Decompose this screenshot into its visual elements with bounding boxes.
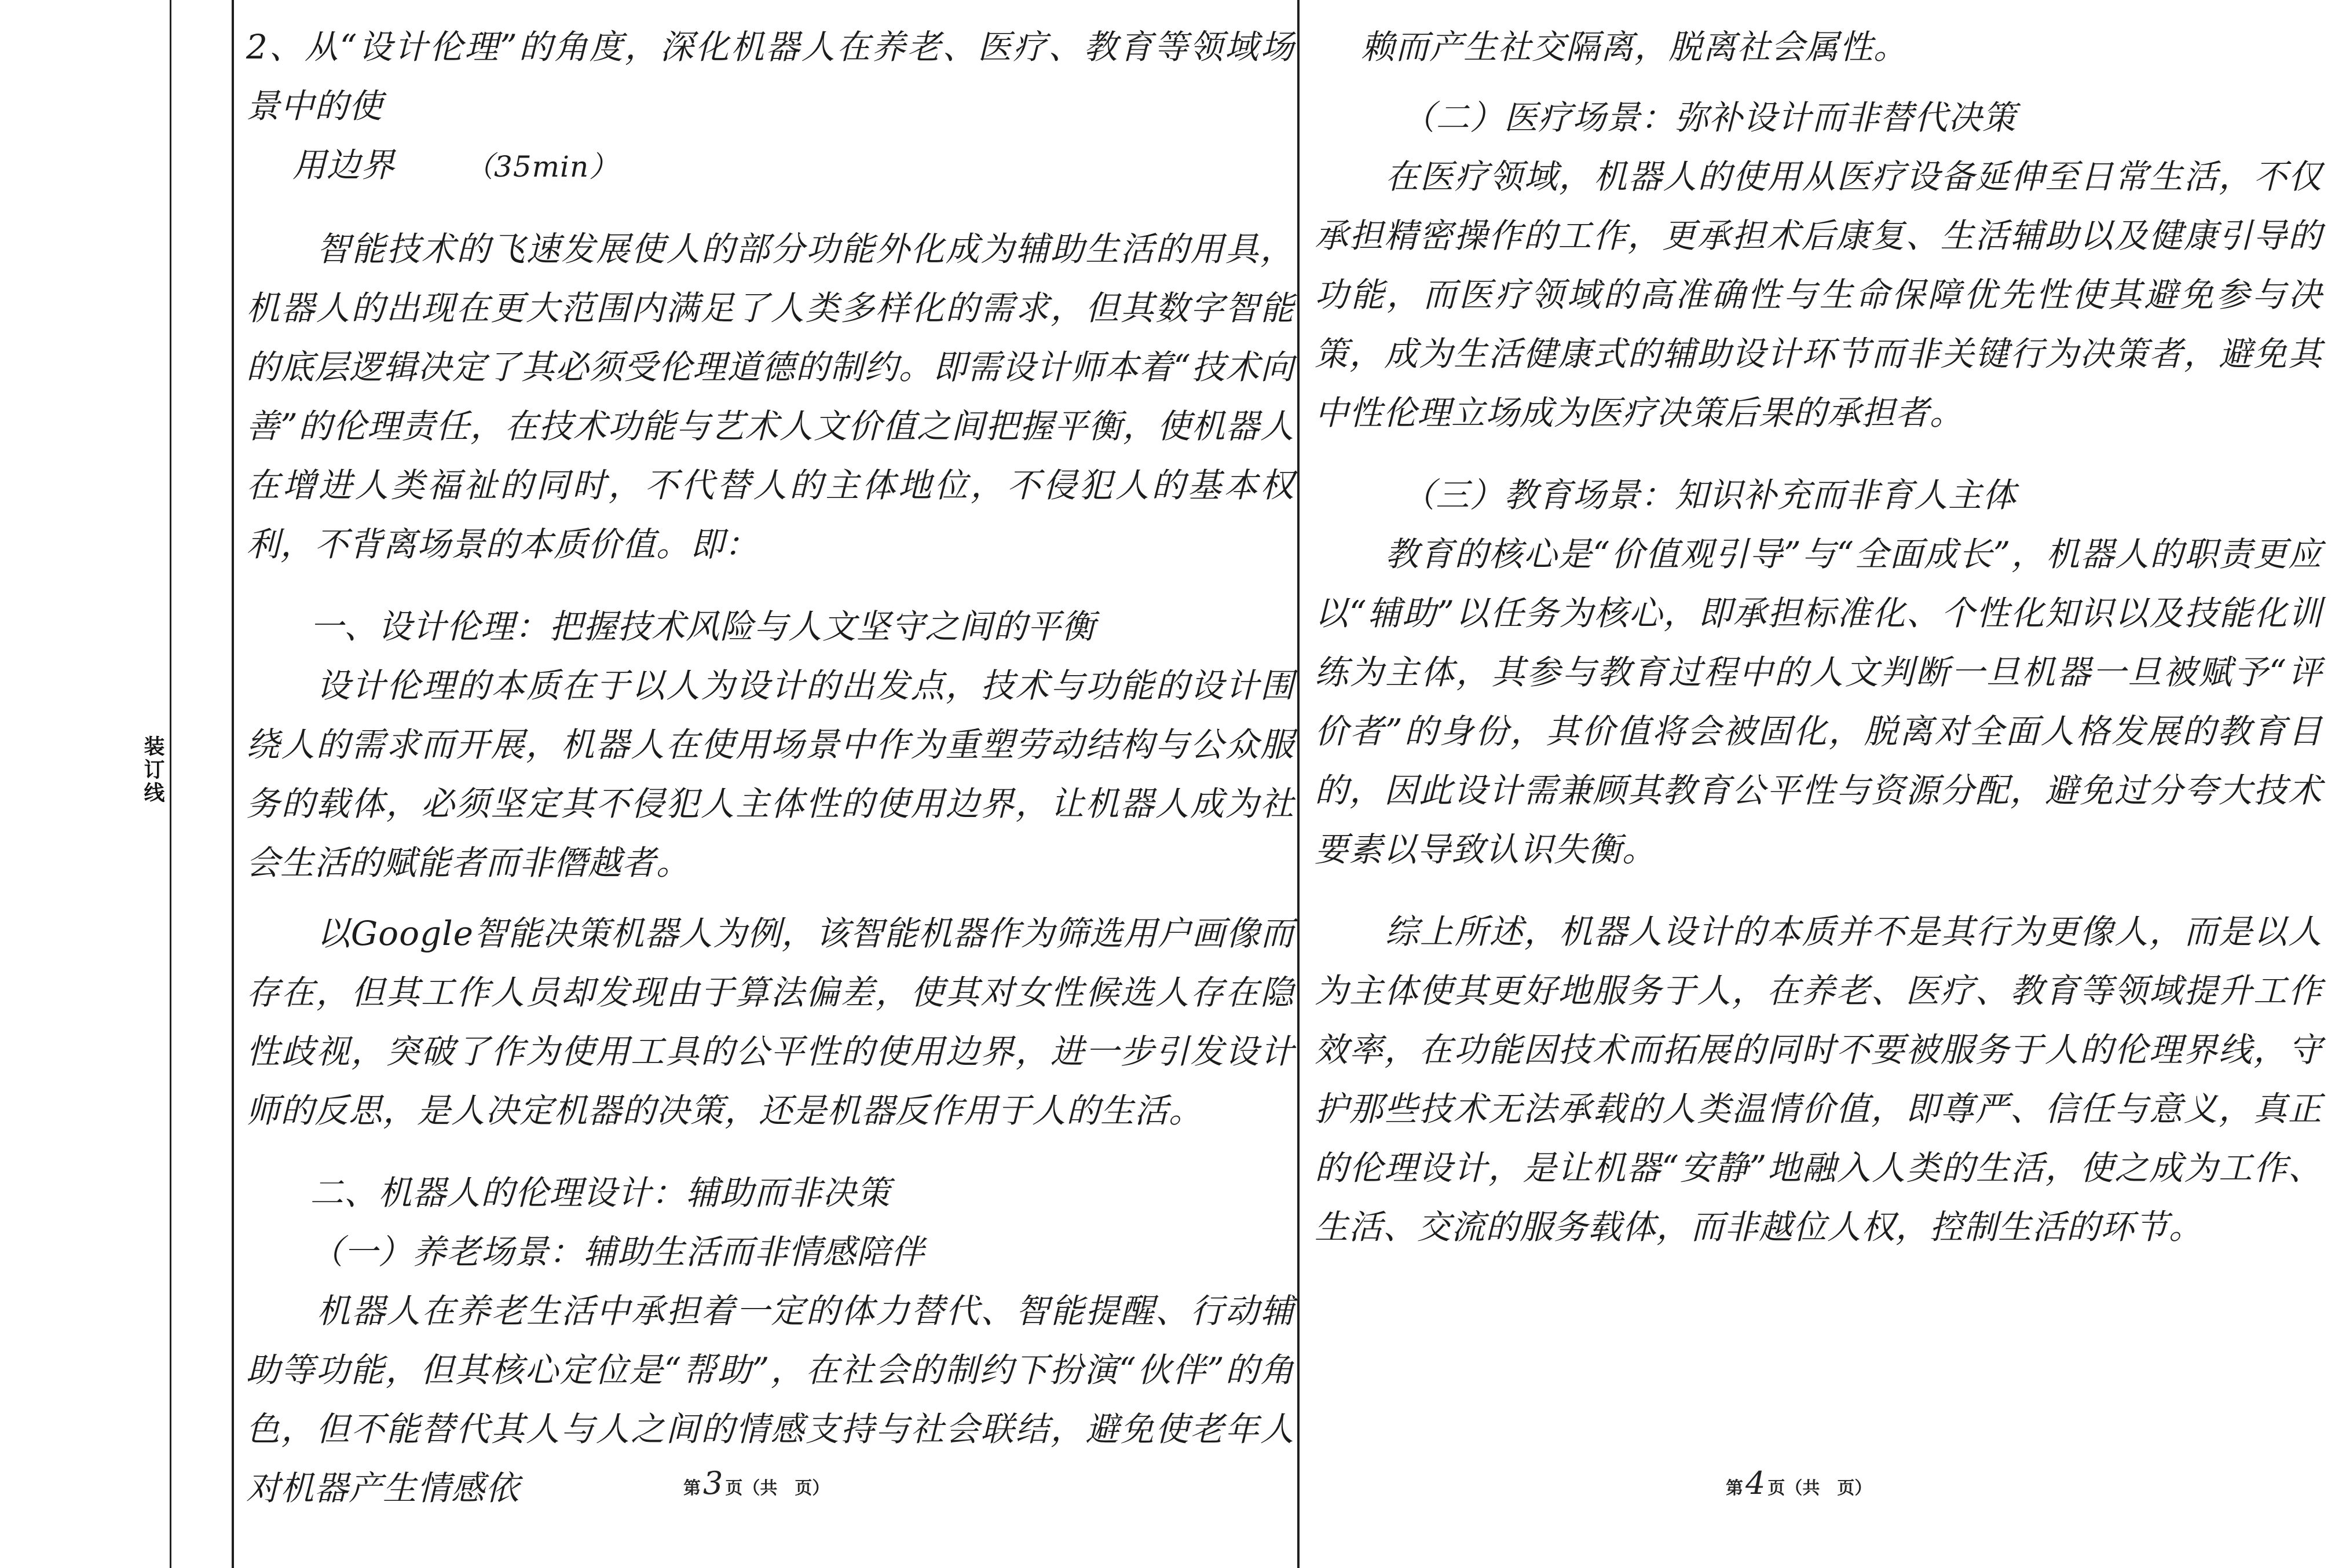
intro-paragraph: 智能技术的飞速发展使人的部分功能外化成为辅助生活的用具，机器人的出现在更大范围内满足了人类多样化的需求，但其数字智能的底层逻辑决定了其必须受伦理道德的制约。即需设计师本着“技术向善”的伦理责任，在技术功能与艺术人文价值之间把握平衡，使机器人在增进人类福祉的同时，不代替人的主体地位，不侵犯人的基本权利，不背离场景的本质价值。即： bbox=[246, 229, 1294, 564]
elderly-paragraph: 机器人在养老生活中承担着一定的体力替代、智能提醒、行动辅助等功能，但其核心定位是“帮助”，在社会的制约下扮演“伙伴”的角色，但不能替代其人与人之间的情感支持与社会联结，避免使老年人对机器产生情感依 bbox=[246, 1291, 1294, 1508]
answer-page-left bbox=[246, 0, 1294, 1568]
binding-line bbox=[170, 0, 171, 1568]
left-page-border bbox=[232, 0, 234, 1568]
example-paragraph: 以Google智能决策机器人为例，该智能机器作为筛选用户画像而存在，但其工作人员却发现由于算法偏差，使其对女性候选人存在隐性歧视，突破了作为使用工具的公平性的使用边界，进一步引发设计师的反思，是人决定机器的决策，还是机器反作用于人的生活。 bbox=[246, 914, 1294, 1130]
footer-prefix: 第 bbox=[1726, 1478, 1743, 1499]
education-paragraph: 教育的核心是“价值观引导”与“全面成长”，机器人的职责更应以“辅助”以任务为核心，即承担标准化、个性化知识以及技能化训练为主体，其参与教育过程中的人文判断一旦机器一旦被赋予“评价者”的身份，其价值将会被固化，脱离对全面人格发展的教育目的，因此设计需兼顾其教育公平性与资源分配，避免过分夸大技术要素以导致认识失衡。 bbox=[1315, 534, 2322, 869]
answer-page-right bbox=[1315, 0, 2322, 1568]
footer-suffix: 页（共 页） bbox=[725, 1478, 830, 1499]
question-heading-line-2 bbox=[246, 135, 1294, 196]
conclusion-paragraph: 综上所述，机器人设计的本质并不是其行为更像人，而是以人为主体使其更好地服务于人，在养老、医疗、教育等领域提升工作效率，在功能因技术而拓展的同时不要被服务于人的伦理界线，守护那些技术无法承载的人类温情价值，即尊严、信任与意义，真正的伦理设计，是让机器“安静”地融入人类的生活，使之成为工作、生活、交流的服务载体，而非越位人权，控制生活的环节。 bbox=[1315, 912, 2322, 1247]
subsection-heading-elderly: （一）养老场景：辅助生活而非情感陪伴 bbox=[310, 1232, 925, 1272]
question-heading-line-1: 2、从“设计伦理”的角度，深化机器人在养老、医疗、教育等领域场景中的使 bbox=[246, 27, 1294, 126]
subsection-heading-medical: （二）医疗场景：弥补设计而非替代决策 bbox=[1401, 98, 2017, 137]
center-page-divider bbox=[1297, 0, 1300, 1568]
page-number: 4 bbox=[1745, 1465, 1766, 1501]
time-note: （35min） bbox=[464, 150, 619, 184]
page-number: 3 bbox=[703, 1465, 723, 1501]
binding-line-label: 装订线 bbox=[141, 735, 164, 805]
section-1-paragraph: 设计伦理的本质在于以人为设计的出发点，技术与功能的设计围绕人的需求而开展，机器人在使用场景中作为重塑劳动结构与公众服务的载体，必须坚定其不侵犯人主体性的使用边界，让机器人成为社会生活的赋能者而非僭越者。 bbox=[246, 666, 1294, 882]
page-number-footer-right bbox=[1726, 1465, 1872, 1501]
section-heading-2: 二、机器人的伦理设计：辅助而非决策 bbox=[310, 1173, 891, 1212]
page-number-footer-left bbox=[683, 1465, 829, 1501]
continued-line: 赖而产生社交隔离，脱离社会属性。 bbox=[1361, 27, 1908, 67]
subsection-heading-education: （三）教育场景：知识补充而非育人主体 bbox=[1401, 475, 2017, 515]
question-heading-continuation: 用边界 bbox=[292, 145, 396, 185]
binding-strip bbox=[0, 0, 174, 1568]
footer-prefix: 第 bbox=[683, 1478, 701, 1499]
footer-suffix: 页（共 页） bbox=[1767, 1478, 1872, 1499]
medical-paragraph: 在医疗领域，机器人的使用从医疗设备延伸至日常生活，不仅承担精密操作的工作，更承担术后康复、生活辅助以及健康引导的功能，而医疗领域的高准确性与生命保障优先性使其避免参与决策，成为生活健康式的辅助设计环节而非关键行为决策者，避免其中性伦理立场成为医疗决策后果的承担者。 bbox=[1315, 157, 2322, 433]
section-heading-1: 一、设计伦理：把握技术风险与人文坚守之间的平衡 bbox=[310, 607, 1096, 646]
